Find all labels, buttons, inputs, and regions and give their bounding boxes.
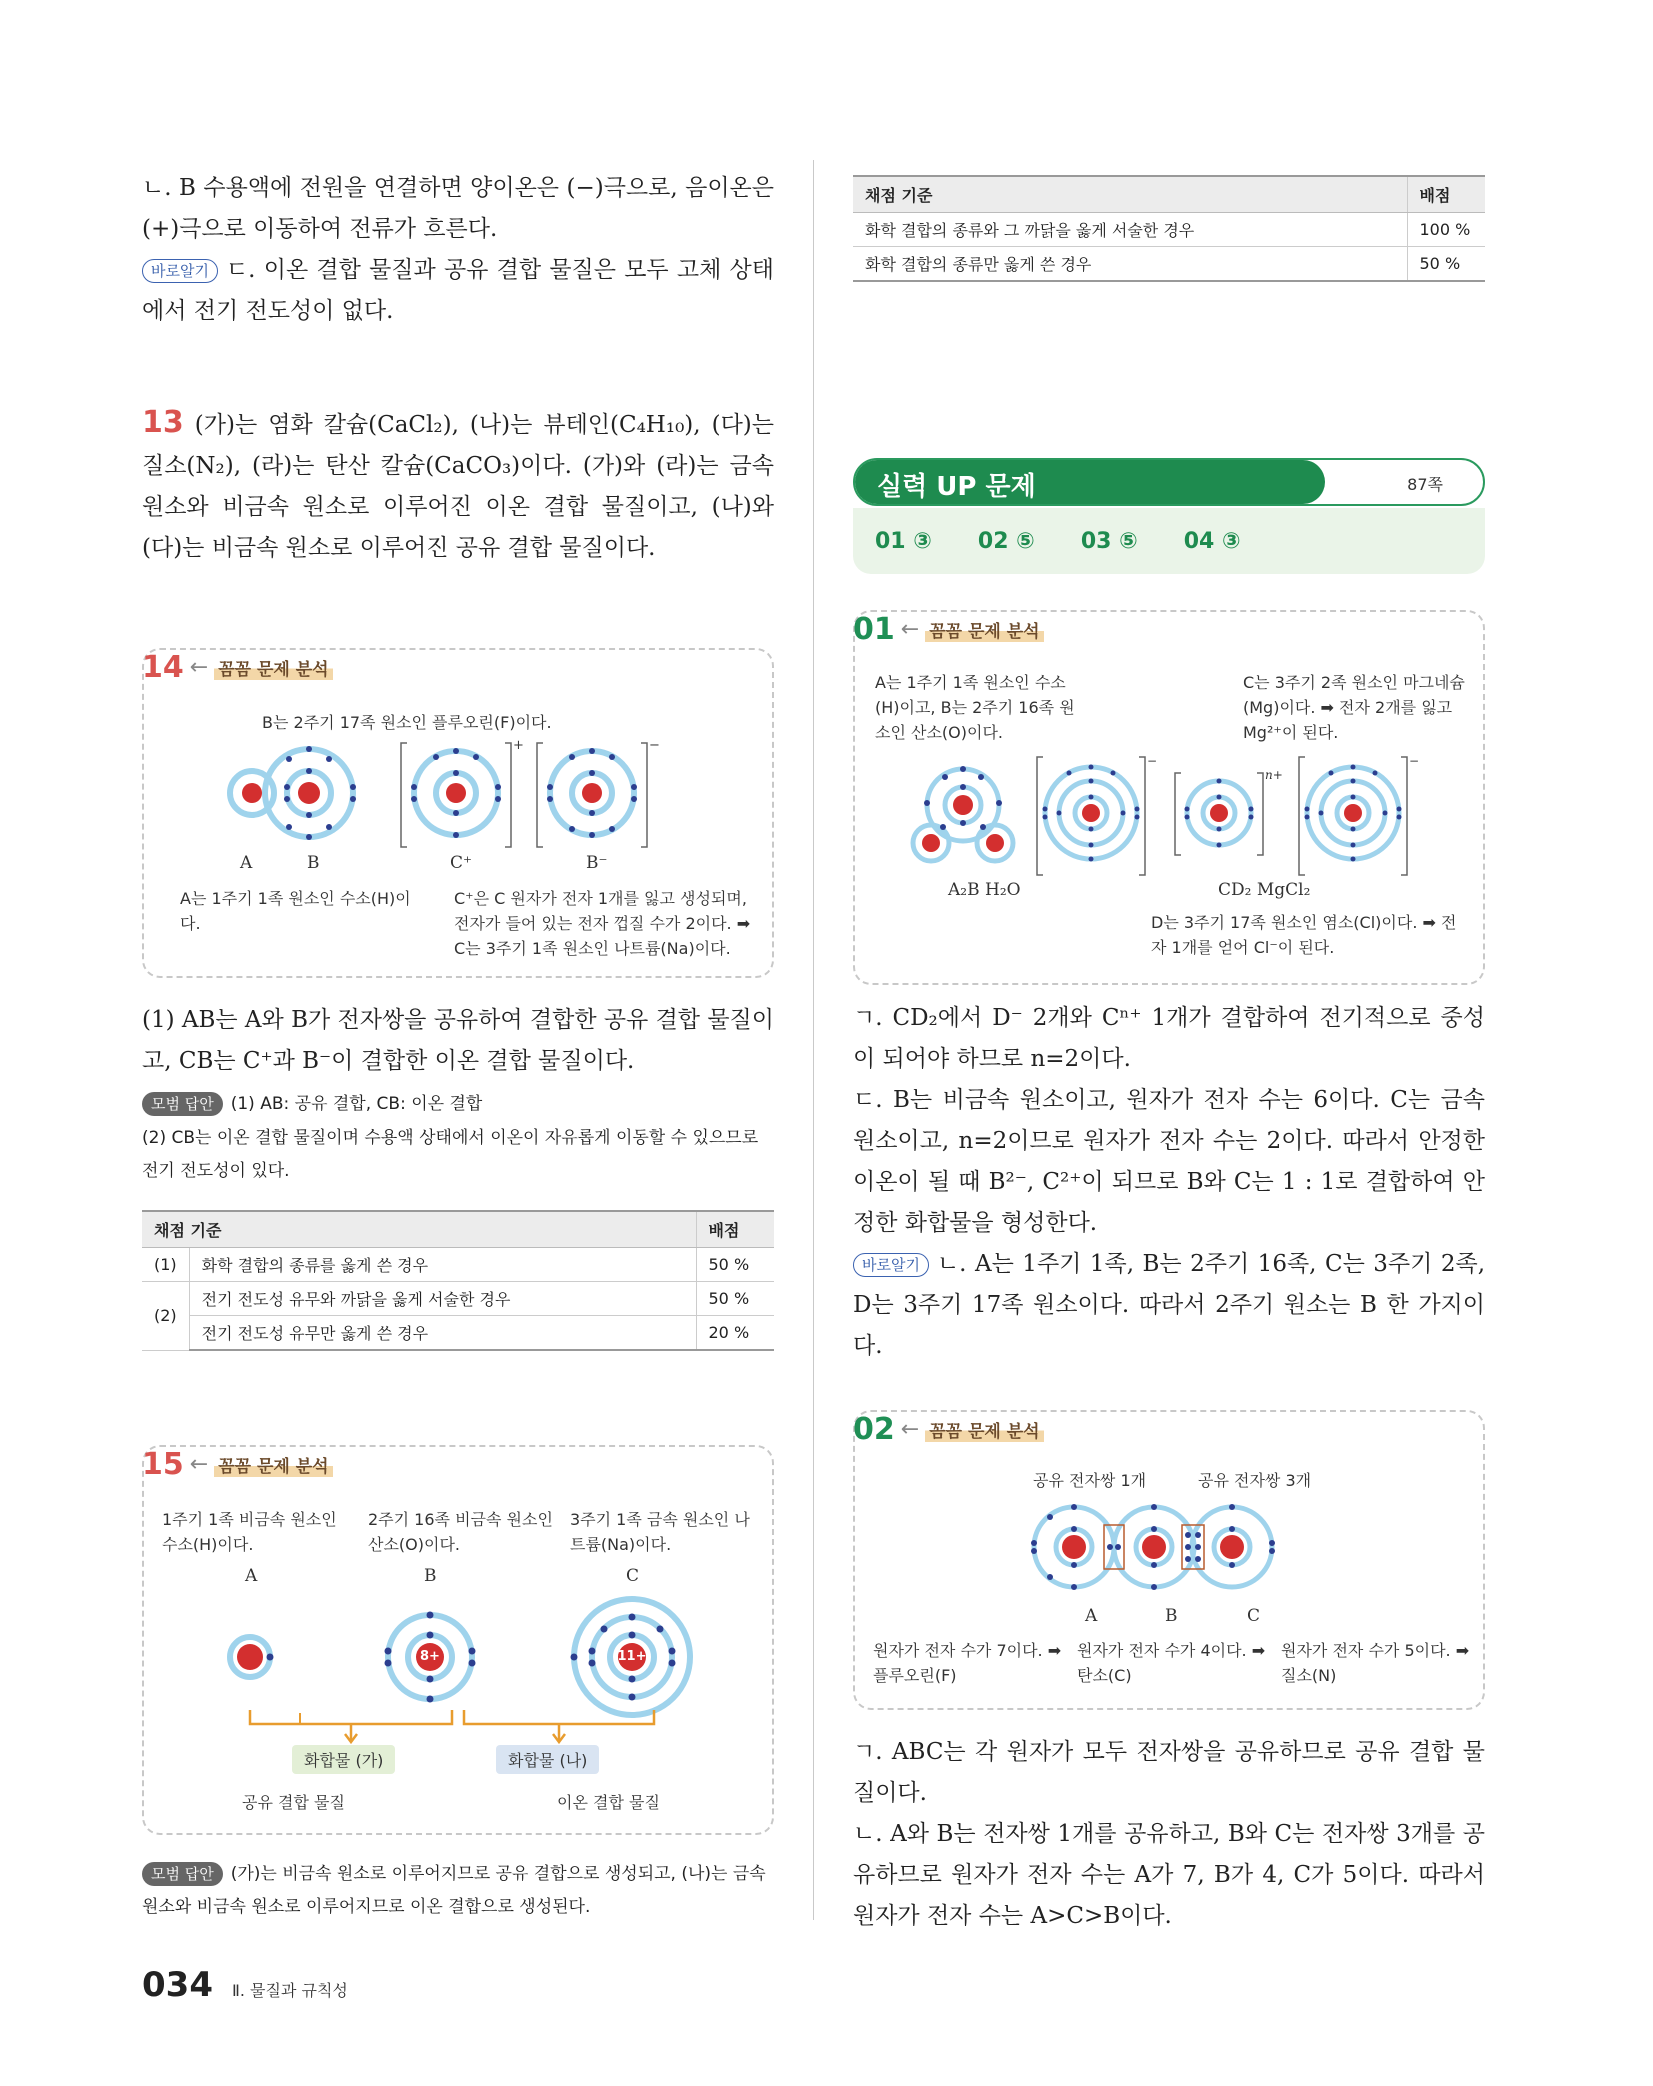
q01-box-header xyxy=(853,612,1044,647)
table-row xyxy=(142,1282,774,1316)
compound-ga-badge: 화합물 (가) xyxy=(292,1745,395,1774)
question-02-number: 02 xyxy=(853,1412,895,1447)
score-head-criteria: 채점 기준 xyxy=(853,176,1407,213)
q15-label-c: C xyxy=(626,1566,640,1586)
q02-box-title: 꼼꼼 문제 분석 xyxy=(925,1417,1043,1442)
q12-score-table xyxy=(853,175,1485,282)
q15-note-b: 2주기 16족 비금속 원소인 산소(O)이다. xyxy=(368,1510,553,1554)
q14-box-title: 꼼꼼 문제 분석 xyxy=(214,655,332,680)
score-row-text: 화학 결합의 종류와 그 까닭을 옳게 서술한 경우 xyxy=(853,213,1407,247)
q15-label-b: B xyxy=(424,1566,437,1586)
q02-molecule-diagram xyxy=(1028,1495,1308,1605)
q01-label-mgcl2: CD₂ MgCl₂ xyxy=(1218,880,1311,900)
q15-covalent-label: 공유 결합 물질 xyxy=(242,1793,345,1812)
skill-up-page: 87쪽 xyxy=(1407,475,1443,494)
q14-atom-diagram xyxy=(217,735,757,870)
q02-box-header xyxy=(853,1412,1044,1447)
score-row-points: 20 % xyxy=(696,1316,774,1351)
q15-note-c: 3주기 1족 금속 원소인 나트륨(Na)이다. xyxy=(570,1510,750,1554)
q14-score-table xyxy=(142,1210,774,1351)
table-row xyxy=(853,213,1485,247)
skill-up-title: 실력 UP 문제 xyxy=(877,472,1036,502)
abc-molecule xyxy=(1031,1504,1275,1590)
score-row-points: 50 % xyxy=(696,1282,774,1316)
cl-minus-ion-2 xyxy=(1299,755,1419,875)
q14-label-b-minus: B⁻ xyxy=(586,853,608,873)
column-divider xyxy=(813,160,814,1920)
q14-model-answer-1 xyxy=(142,1088,774,1121)
compound-na-badge: 화합물 (나) xyxy=(496,1745,599,1774)
digeut-text: ㄷ. 이온 결합 물질과 공유 결합 물질은 모두 고체 상태에서 전기 전도성이 없다. xyxy=(142,257,774,324)
arrow-left-icon: ← xyxy=(900,1417,920,1442)
score-row-num: (2) xyxy=(142,1282,189,1351)
q15-box-title: 꼼꼼 문제 분석 xyxy=(214,1452,332,1477)
answer-key-item: 01 ③ xyxy=(875,528,932,554)
svg-text:+: + xyxy=(513,738,524,753)
answer-key-item: 04 ③ xyxy=(1183,528,1241,554)
table-row xyxy=(853,247,1485,282)
q15-ionic-label: 이온 결합 물질 xyxy=(557,1793,660,1812)
q15-atom-diagram xyxy=(202,1595,742,1725)
question-13-text: (가)는 염화 칼슘(CaCl₂), (나)는 뷰테인(C₄H₁₀), (다)는 질소(N₂), (라)는 탄산 칼슘(CaCO₃)이다. (가)와 (라)는 금속 원소와 비금속 원소로 이루어진 이온 결합 물질이고, (나)와 (다)는 비금속 원소로 이루어진 공유 결합 물질이다. xyxy=(142,412,774,561)
svg-text:n+: n+ xyxy=(1265,768,1283,782)
q01-box-title: 꼼꼼 문제 분석 xyxy=(925,617,1043,642)
score-row-text: 화학 결합의 종류를 옳게 쓴 경우 xyxy=(189,1248,696,1282)
table-row xyxy=(142,1248,774,1282)
q14-label-b: B xyxy=(307,853,320,873)
model-answer-tag: 모범 답안 xyxy=(142,1092,223,1116)
q01-explanation-1: ㄱ. CD₂에서 D⁻ 2개와 Cⁿ⁺ 1개가 결합하여 전기적으로 중성이 되어야 하므로 n=2이다. xyxy=(853,1005,1485,1072)
q14-box-header xyxy=(142,650,333,685)
q01-note-ab: A는 1주기 1족 원소인 수소(H)이고, B는 2주기 16족 원소인 산소(O)이다. xyxy=(875,673,1075,742)
correct-tag: 바로알기 xyxy=(853,1253,929,1277)
b-minus-ion xyxy=(537,738,660,847)
q14-label-a: A xyxy=(240,853,253,873)
page-number: 034 xyxy=(142,1965,213,2005)
q01-explanation-3 xyxy=(853,1244,1485,1367)
question-01-number: 01 xyxy=(853,612,895,647)
score-row-points: 50 % xyxy=(696,1248,774,1282)
score-row-text: 전기 전도성 유무와 까닭을 옳게 서술한 경우 xyxy=(189,1282,696,1316)
score-head-points: 배점 xyxy=(1407,176,1485,213)
q14-explanation-1: (1) AB는 A와 B가 전자쌍을 공유하여 결합한 공유 결합 물질이고, CB는 C⁺과 B⁻이 결합한 이온 결합 물질이다. xyxy=(142,1007,774,1074)
model-answer-tag: 모범 답안 xyxy=(142,1862,223,1886)
answer-key-item: 02 ⑤ xyxy=(977,528,1035,554)
q02-note-pair1: 공유 전자쌍 1개 xyxy=(1033,1471,1147,1490)
q01-note-c: C는 3주기 2족 원소인 마그네슘(Mg)이다. ➡ 전자 2개를 잃고 Mg²⁺이 된다. xyxy=(1243,673,1465,742)
score-row-text: 전기 전도성 유무만 옳게 쓴 경우 xyxy=(189,1316,696,1351)
arrow-left-icon: ← xyxy=(189,1452,209,1477)
q14-model-answer-2: (2) CB는 이온 결합 물질이며 수용액 상태에서 이온이 자유롭게 이동할 수 있으므로 전기 전도성이 있다. xyxy=(142,1128,759,1181)
section-title: Ⅱ. 물질과 규칙성 xyxy=(232,1981,348,2000)
q01-note-d: D는 3주기 17족 원소인 염소(Cl)이다. ➡ 전자 1개를 얻어 Cl⁻이 된다. xyxy=(1151,913,1457,957)
q02-note-c: 원자가 전자 수가 5이다. ➡ 질소(N) xyxy=(1281,1641,1470,1685)
q02-explanation-2: ㄴ. A와 B는 전자쌍 1개를 공유하고, B와 C는 전자쌍 3개를 공유하므로 원자가 전자 수는 A가 7, B가 4, C가 5이다. 따라서 원자가 전자 수는 A>C>B이다. xyxy=(853,1821,1485,1929)
correct-tag: 바로알기 xyxy=(142,259,218,283)
q14-model-1-text: (1) AB: 공유 결합, CB: 이온 결합 xyxy=(230,1094,483,1114)
q02-label-c: C xyxy=(1247,1606,1261,1626)
question-15-number: 15 xyxy=(142,1447,184,1482)
q02-note-pair3: 공유 전자쌍 3개 xyxy=(1198,1471,1312,1490)
score-row-points: 50 % xyxy=(1407,247,1485,282)
c-plus-ion xyxy=(401,738,524,847)
q02-explanation-1: ㄱ. ABC는 각 원자가 모두 전자쌍을 공유하므로 공유 결합 물질이다. xyxy=(853,1739,1485,1806)
q02-note-a: 원자가 전자 수가 7이다. ➡ 플루오린(F) xyxy=(873,1641,1062,1685)
question-14-number: 14 xyxy=(142,650,184,685)
arrow-left-icon: ← xyxy=(189,655,209,680)
q01-explanation-2: ㄷ. B는 비금속 원소이고, 원자가 전자 수는 6이다. C는 금속 원소이고, n=2이므로 원자가 전자 수는 2이다. 따라서 안정한 이온이 될 때 B²⁻, C²⁺이 되므로 B와 C는 1 : 1로 결합하여 안정한 화합물을 형성한다. xyxy=(853,1087,1485,1236)
q15-nucleus-c: 11+ xyxy=(617,1649,647,1664)
q02-note-b: 원자가 전자 수가 4이다. ➡ 탄소(C) xyxy=(1077,1641,1266,1685)
mg-ion xyxy=(1175,768,1283,855)
score-row-num: (1) xyxy=(142,1248,189,1282)
q01-label-h2o: A₂B H₂O xyxy=(948,880,1021,900)
skill-up-header xyxy=(853,458,1485,506)
cl-minus-ion-1 xyxy=(1037,755,1157,875)
q14-note-c: C⁺은 C 원자가 전자 1개를 잃고 생성되며, 전자가 들어 있는 전자 껍질 수가 2이다. ➡ C는 3주기 1족 원소인 나트륨(Na)이다. xyxy=(454,889,751,958)
svg-text:−: − xyxy=(1147,755,1158,768)
q15-model-text: (가)는 비금속 원소로 이루어지므로 공유 결합으로 생성되고, (나)는 금속 원소와 비금속 원소로 이루어지므로 이온 결합으로 생성된다. xyxy=(142,1864,766,1917)
score-row-text: 화학 결합의 종류만 옳게 쓴 경우 xyxy=(853,247,1407,282)
score-head-criteria: 채점 기준 xyxy=(142,1211,696,1248)
q15-note-a: 1주기 1족 비금속 원소인 수소(H)이다. xyxy=(162,1510,337,1554)
q01-atom-diagram xyxy=(893,755,1478,885)
paragraph-nieun: ㄴ. B 수용액에 전원을 연결하면 양이온은 (−)극으로, 음이온은 (+)극으로 이동하여 전류가 흐른다. xyxy=(142,175,774,242)
q15-nucleus-a: 1+ xyxy=(222,1625,242,1640)
arrow-left-icon: ← xyxy=(900,617,920,642)
question-13 xyxy=(142,402,774,569)
q02-label-a: A xyxy=(1085,1606,1098,1626)
svg-text:−: − xyxy=(1409,755,1420,768)
answer-key-bar xyxy=(853,508,1485,574)
q15-box-header xyxy=(142,1447,333,1482)
score-row-points: 100 % xyxy=(1407,213,1485,247)
q14-label-c-plus: C⁺ xyxy=(450,853,472,873)
svg-text:−: − xyxy=(649,738,660,753)
answer-key-item: 03 ⑤ xyxy=(1080,528,1138,554)
q15-label-a: A xyxy=(245,1566,258,1586)
q02-label-b: B xyxy=(1165,1606,1178,1626)
q15-nucleus-b: 8+ xyxy=(420,1649,440,1664)
question-13-number: 13 xyxy=(142,405,184,440)
q14-note-b: B는 2주기 17족 원소인 플루오린(F)이다. xyxy=(262,713,552,732)
q15-model-answer xyxy=(142,1858,774,1924)
table-row xyxy=(142,1316,774,1351)
ab-molecule xyxy=(230,746,356,840)
h2o-molecule xyxy=(913,766,1013,861)
q14-note-a: A는 1주기 1족 원소인 수소(H)이다. xyxy=(180,889,411,933)
q01-p3-text: ㄴ. A는 1주기 1족, B는 2주기 16족, C는 3주기 2족, D는 3주기 17족 원소이다. 따라서 2주기 원소는 B 한 가지이다. xyxy=(853,1251,1485,1359)
paragraph-digeut xyxy=(142,250,774,332)
score-head-points: 배점 xyxy=(696,1211,774,1248)
